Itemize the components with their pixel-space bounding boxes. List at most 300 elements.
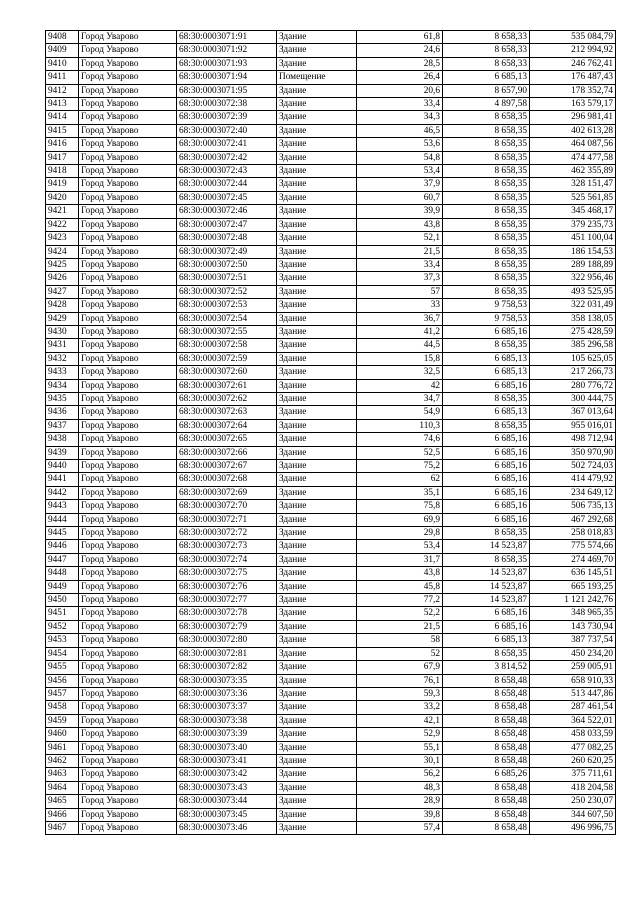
cadastral-value-cell: 143 730,94 — [530, 620, 616, 633]
cadastral-number-cell: 68:30:0003072:43 — [177, 165, 277, 178]
cadastral-value-cell: 289 188,89 — [530, 258, 616, 271]
area-cell: 52,5 — [357, 446, 443, 459]
cadastral-value-cell: 345 468,17 — [530, 205, 616, 218]
cadastral-number-cell: 68:30:0003072:77 — [177, 594, 277, 607]
specific-value-cell: 3 814,52 — [443, 661, 530, 674]
cadastral-value-cell: 322 031,49 — [530, 299, 616, 312]
object-type-cell: Здание — [277, 44, 357, 57]
area-cell: 75,2 — [357, 460, 443, 473]
object-type-cell: Здание — [277, 205, 357, 218]
locality-cell: Город Уварово — [79, 433, 177, 446]
cadastral-number-cell: 68:30:0003073:36 — [177, 687, 277, 700]
cadastral-value-cell: 513 447,86 — [530, 687, 616, 700]
area-cell: 33,4 — [357, 258, 443, 271]
area-cell: 55,1 — [357, 741, 443, 754]
specific-value-cell: 6 685,16 — [443, 486, 530, 499]
object-type-cell: Здание — [277, 661, 357, 674]
area-cell: 35,1 — [357, 486, 443, 499]
cadastral-value-table — [45, 30, 616, 835]
table-row — [46, 258, 616, 271]
specific-value-cell: 8 658,33 — [443, 44, 530, 57]
row-number-cell: 9443 — [46, 500, 79, 513]
specific-value-cell: 14 523,87 — [443, 540, 530, 553]
cadastral-value-cell: 658 910,33 — [530, 674, 616, 687]
locality-cell: Город Уварово — [79, 687, 177, 700]
area-cell: 62 — [357, 473, 443, 486]
specific-value-cell: 6 685,13 — [443, 634, 530, 647]
specific-value-cell: 8 658,35 — [443, 178, 530, 191]
row-number-cell: 9452 — [46, 620, 79, 633]
locality-cell: Город Уварово — [79, 594, 177, 607]
cadastral-number-cell: 68:30:0003072:38 — [177, 98, 277, 111]
locality-cell: Город Уварово — [79, 98, 177, 111]
cadastral-number-cell: 68:30:0003073:40 — [177, 741, 277, 754]
cadastral-number-cell: 68:30:0003072:53 — [177, 299, 277, 312]
specific-value-cell: 8 658,35 — [443, 419, 530, 432]
row-number-cell: 9459 — [46, 714, 79, 727]
cadastral-value-cell: 364 522,01 — [530, 714, 616, 727]
cadastral-value-cell: 350 970,90 — [530, 446, 616, 459]
table-row — [46, 285, 616, 298]
specific-value-cell: 14 523,87 — [443, 594, 530, 607]
locality-cell: Город Уварово — [79, 31, 177, 44]
cadastral-value-cell: 458 033,59 — [530, 728, 616, 741]
row-number-cell: 9463 — [46, 768, 79, 781]
row-number-cell: 9410 — [46, 57, 79, 70]
specific-value-cell: 8 657,90 — [443, 84, 530, 97]
cadastral-number-cell: 68:30:0003073:38 — [177, 714, 277, 727]
cadastral-number-cell: 68:30:0003072:71 — [177, 513, 277, 526]
object-type-cell: Здание — [277, 272, 357, 285]
locality-cell: Город Уварово — [79, 634, 177, 647]
table-row — [46, 325, 616, 338]
cadastral-value-cell: 477 082,25 — [530, 741, 616, 754]
area-cell: 52,1 — [357, 232, 443, 245]
area-cell: 20,6 — [357, 84, 443, 97]
row-number-cell: 9433 — [46, 366, 79, 379]
specific-value-cell: 4 897,58 — [443, 98, 530, 111]
table-row — [46, 781, 616, 794]
area-cell: 52 — [357, 647, 443, 660]
area-cell: 75,8 — [357, 500, 443, 513]
object-type-cell: Здание — [277, 312, 357, 325]
area-cell: 32,5 — [357, 366, 443, 379]
area-cell: 57 — [357, 285, 443, 298]
table-row — [46, 84, 616, 97]
table-row — [46, 111, 616, 124]
table-row — [46, 433, 616, 446]
row-number-cell: 9441 — [46, 473, 79, 486]
specific-value-cell: 8 658,35 — [443, 258, 530, 271]
table-row — [46, 607, 616, 620]
specific-value-cell: 6 685,16 — [443, 500, 530, 513]
locality-cell: Город Уварово — [79, 352, 177, 365]
cadastral-value-cell: 493 525,95 — [530, 285, 616, 298]
object-type-cell: Здание — [277, 57, 357, 70]
row-number-cell: 9425 — [46, 258, 79, 271]
object-type-cell: Здание — [277, 781, 357, 794]
cadastral-value-cell: 176 487,43 — [530, 71, 616, 84]
table-row — [46, 687, 616, 700]
row-number-cell: 9435 — [46, 392, 79, 405]
specific-value-cell: 6 685,16 — [443, 325, 530, 338]
object-type-cell: Здание — [277, 232, 357, 245]
table-row — [46, 460, 616, 473]
specific-value-cell: 8 658,48 — [443, 701, 530, 714]
row-number-cell: 9440 — [46, 460, 79, 473]
table-row — [46, 339, 616, 352]
specific-value-cell: 8 658,35 — [443, 232, 530, 245]
row-number-cell: 9448 — [46, 567, 79, 580]
specific-value-cell: 8 658,35 — [443, 205, 530, 218]
area-cell: 33,4 — [357, 98, 443, 111]
locality-cell: Город Уварово — [79, 620, 177, 633]
cadastral-value-cell: 775 574,66 — [530, 540, 616, 553]
area-cell: 33,2 — [357, 701, 443, 714]
row-number-cell: 9432 — [46, 352, 79, 365]
locality-cell: Город Уварово — [79, 272, 177, 285]
object-type-cell: Здание — [277, 741, 357, 754]
area-cell: 29,8 — [357, 527, 443, 540]
table-row — [46, 754, 616, 767]
cadastral-value-cell: 379 235,73 — [530, 218, 616, 231]
row-number-cell: 9455 — [46, 661, 79, 674]
cadastral-number-cell: 68:30:0003072:45 — [177, 191, 277, 204]
table-row — [46, 138, 616, 151]
locality-cell: Город Уварово — [79, 151, 177, 164]
locality-cell: Город Уварово — [79, 205, 177, 218]
table-row — [46, 57, 616, 70]
locality-cell: Город Уварово — [79, 540, 177, 553]
cadastral-number-cell: 68:30:0003072:75 — [177, 567, 277, 580]
area-cell: 37,9 — [357, 178, 443, 191]
row-number-cell: 9424 — [46, 245, 79, 258]
table-row — [46, 500, 616, 513]
cadastral-number-cell: 68:30:0003072:41 — [177, 138, 277, 151]
object-type-cell: Здание — [277, 594, 357, 607]
object-type-cell: Здание — [277, 392, 357, 405]
area-cell: 26,4 — [357, 71, 443, 84]
cadastral-number-cell: 68:30:0003073:45 — [177, 808, 277, 821]
row-number-cell: 9423 — [46, 232, 79, 245]
specific-value-cell: 8 658,48 — [443, 714, 530, 727]
specific-value-cell: 8 658,48 — [443, 781, 530, 794]
cadastral-value-cell: 328 151,47 — [530, 178, 616, 191]
row-number-cell: 9442 — [46, 486, 79, 499]
cadastral-number-cell: 68:30:0003072:68 — [177, 473, 277, 486]
object-type-cell: Здание — [277, 446, 357, 459]
cadastral-number-cell: 68:30:0003072:72 — [177, 527, 277, 540]
cadastral-number-cell: 68:30:0003072:67 — [177, 460, 277, 473]
table-row — [46, 151, 616, 164]
specific-value-cell: 9 758,53 — [443, 299, 530, 312]
specific-value-cell: 8 658,33 — [443, 31, 530, 44]
row-number-cell: 9428 — [46, 299, 79, 312]
table-row — [46, 741, 616, 754]
specific-value-cell: 6 685,16 — [443, 460, 530, 473]
table-row — [46, 634, 616, 647]
area-cell: 56,2 — [357, 768, 443, 781]
locality-cell: Город Уварово — [79, 258, 177, 271]
object-type-cell: Здание — [277, 325, 357, 338]
area-cell: 45,8 — [357, 580, 443, 593]
row-number-cell: 9414 — [46, 111, 79, 124]
row-number-cell: 9436 — [46, 406, 79, 419]
row-number-cell: 9408 — [46, 31, 79, 44]
object-type-cell: Здание — [277, 500, 357, 513]
locality-cell: Город Уварово — [79, 473, 177, 486]
object-type-cell: Здание — [277, 540, 357, 553]
cadastral-value-cell: 665 193,25 — [530, 580, 616, 593]
table-row — [46, 406, 616, 419]
cadastral-number-cell: 68:30:0003072:52 — [177, 285, 277, 298]
area-cell: 48,3 — [357, 781, 443, 794]
cadastral-value-cell: 1 121 242,76 — [530, 594, 616, 607]
area-cell: 54,8 — [357, 151, 443, 164]
row-number-cell: 9413 — [46, 98, 79, 111]
area-cell: 69,9 — [357, 513, 443, 526]
row-number-cell: 9449 — [46, 580, 79, 593]
cadastral-number-cell: 68:30:0003072:80 — [177, 634, 277, 647]
cadastral-number-cell: 68:30:0003072:70 — [177, 500, 277, 513]
cadastral-value-cell: 502 724,03 — [530, 460, 616, 473]
row-number-cell: 9444 — [46, 513, 79, 526]
area-cell: 57,4 — [357, 821, 443, 834]
object-type-cell: Здание — [277, 299, 357, 312]
cadastral-value-cell: 358 138,05 — [530, 312, 616, 325]
locality-cell: Город Уварово — [79, 325, 177, 338]
cadastral-value-cell: 498 712,94 — [530, 433, 616, 446]
table-row — [46, 594, 616, 607]
cadastral-number-cell: 68:30:0003072:79 — [177, 620, 277, 633]
specific-value-cell: 6 685,13 — [443, 71, 530, 84]
row-number-cell: 9447 — [46, 553, 79, 566]
cadastral-number-cell: 68:30:0003072:74 — [177, 553, 277, 566]
locality-cell: Город Уварово — [79, 138, 177, 151]
row-number-cell: 9426 — [46, 272, 79, 285]
table-row — [46, 191, 616, 204]
locality-cell: Город Уварово — [79, 460, 177, 473]
object-type-cell: Здание — [277, 245, 357, 258]
locality-cell: Город Уварово — [79, 124, 177, 137]
row-number-cell: 9466 — [46, 808, 79, 821]
area-cell: 21,5 — [357, 620, 443, 633]
locality-cell: Город Уварово — [79, 366, 177, 379]
row-number-cell: 9427 — [46, 285, 79, 298]
row-number-cell: 9420 — [46, 191, 79, 204]
cadastral-value-cell: 274 469,70 — [530, 553, 616, 566]
cadastral-value-cell: 367 013,64 — [530, 406, 616, 419]
area-cell: 34,7 — [357, 392, 443, 405]
object-type-cell: Здание — [277, 339, 357, 352]
specific-value-cell: 8 658,35 — [443, 527, 530, 540]
table-row — [46, 728, 616, 741]
cadastral-number-cell: 68:30:0003072:64 — [177, 419, 277, 432]
cadastral-number-cell: 68:30:0003072:62 — [177, 392, 277, 405]
cadastral-value-cell: 375 711,61 — [530, 768, 616, 781]
specific-value-cell: 9 758,53 — [443, 312, 530, 325]
cadastral-number-cell: 68:30:0003071:91 — [177, 31, 277, 44]
area-cell: 54,9 — [357, 406, 443, 419]
locality-cell: Город Уварово — [79, 714, 177, 727]
object-type-cell: Здание — [277, 634, 357, 647]
area-cell: 31,7 — [357, 553, 443, 566]
area-cell: 39,8 — [357, 808, 443, 821]
object-type-cell: Здание — [277, 285, 357, 298]
row-number-cell: 9461 — [46, 741, 79, 754]
object-type-cell: Здание — [277, 607, 357, 620]
cadastral-number-cell: 68:30:0003072:55 — [177, 325, 277, 338]
table-row — [46, 808, 616, 821]
cadastral-number-cell: 68:30:0003073:41 — [177, 754, 277, 767]
area-cell: 52,2 — [357, 607, 443, 620]
specific-value-cell: 8 658,35 — [443, 553, 530, 566]
table-row — [46, 44, 616, 57]
object-type-cell: Здание — [277, 151, 357, 164]
specific-value-cell: 8 658,48 — [443, 674, 530, 687]
cadastral-number-cell: 68:30:0003072:63 — [177, 406, 277, 419]
table-row — [46, 98, 616, 111]
object-type-cell: Здание — [277, 768, 357, 781]
table-row — [46, 419, 616, 432]
cadastral-number-cell: 68:30:0003073:44 — [177, 795, 277, 808]
table-row — [46, 272, 616, 285]
specific-value-cell: 8 658,35 — [443, 138, 530, 151]
locality-cell: Город Уварово — [79, 339, 177, 352]
locality-cell: Город Уварово — [79, 674, 177, 687]
cadastral-number-cell: 68:30:0003072:54 — [177, 312, 277, 325]
table-row — [46, 124, 616, 137]
cadastral-value-cell: 467 292,68 — [530, 513, 616, 526]
table-row — [46, 527, 616, 540]
cadastral-value-cell: 246 762,41 — [530, 57, 616, 70]
area-cell: 58 — [357, 634, 443, 647]
object-type-cell: Здание — [277, 124, 357, 137]
locality-cell: Город Уварово — [79, 419, 177, 432]
cadastral-value-cell: 636 145,51 — [530, 567, 616, 580]
locality-cell: Город Уварово — [79, 178, 177, 191]
locality-cell: Город Уварово — [79, 754, 177, 767]
specific-value-cell: 8 658,35 — [443, 111, 530, 124]
specific-value-cell: 8 658,48 — [443, 741, 530, 754]
area-cell: 61,8 — [357, 31, 443, 44]
specific-value-cell: 6 685,13 — [443, 366, 530, 379]
locality-cell: Город Уварово — [79, 553, 177, 566]
object-type-cell: Здание — [277, 218, 357, 231]
object-type-cell: Здание — [277, 191, 357, 204]
specific-value-cell: 8 658,48 — [443, 808, 530, 821]
cadastral-number-cell: 68:30:0003072:47 — [177, 218, 277, 231]
cadastral-number-cell: 68:30:0003072:42 — [177, 151, 277, 164]
object-type-cell: Здание — [277, 165, 357, 178]
table-row — [46, 795, 616, 808]
specific-value-cell: 8 658,48 — [443, 795, 530, 808]
object-type-cell: Здание — [277, 31, 357, 44]
cadastral-value-cell: 234 649,12 — [530, 486, 616, 499]
cadastral-value-cell: 506 735,13 — [530, 500, 616, 513]
row-number-cell: 9451 — [46, 607, 79, 620]
cadastral-number-cell: 68:30:0003072:60 — [177, 366, 277, 379]
row-number-cell: 9415 — [46, 124, 79, 137]
cadastral-number-cell: 68:30:0003072:81 — [177, 647, 277, 660]
specific-value-cell: 8 658,35 — [443, 245, 530, 258]
locality-cell: Город Уварово — [79, 285, 177, 298]
specific-value-cell: 14 523,87 — [443, 580, 530, 593]
object-type-cell: Здание — [277, 419, 357, 432]
area-cell: 30,1 — [357, 754, 443, 767]
table-row — [46, 661, 616, 674]
cadastral-value-cell: 296 981,41 — [530, 111, 616, 124]
cadastral-number-cell: 68:30:0003073:37 — [177, 701, 277, 714]
area-cell: 37,3 — [357, 272, 443, 285]
cadastral-number-cell: 68:30:0003072:65 — [177, 433, 277, 446]
specific-value-cell: 14 523,87 — [443, 567, 530, 580]
table-row — [46, 714, 616, 727]
cadastral-number-cell: 68:30:0003073:43 — [177, 781, 277, 794]
cadastral-number-cell: 68:30:0003073:42 — [177, 768, 277, 781]
object-type-cell: Здание — [277, 406, 357, 419]
specific-value-cell: 6 685,26 — [443, 768, 530, 781]
cadastral-value-cell: 287 461,54 — [530, 701, 616, 714]
area-cell: 42 — [357, 379, 443, 392]
locality-cell: Город Уварово — [79, 768, 177, 781]
object-type-cell: Здание — [277, 714, 357, 727]
object-type-cell: Здание — [277, 795, 357, 808]
cadastral-number-cell: 68:30:0003072:51 — [177, 272, 277, 285]
cadastral-value-cell: 451 100,04 — [530, 232, 616, 245]
cadastral-value-cell: 250 230,07 — [530, 795, 616, 808]
table-row — [46, 312, 616, 325]
object-type-cell: Здание — [277, 460, 357, 473]
object-type-cell: Здание — [277, 473, 357, 486]
table-row — [46, 232, 616, 245]
cadastral-value-cell: 418 204,58 — [530, 781, 616, 794]
locality-cell: Город Уварово — [79, 446, 177, 459]
table-row — [46, 71, 616, 84]
area-cell: 53,4 — [357, 540, 443, 553]
area-cell: 44,5 — [357, 339, 443, 352]
table-row — [46, 486, 616, 499]
cadastral-number-cell: 68:30:0003073:46 — [177, 821, 277, 834]
locality-cell: Город Уварово — [79, 580, 177, 593]
area-cell: 33 — [357, 299, 443, 312]
specific-value-cell: 6 685,16 — [443, 446, 530, 459]
object-type-cell: Здание — [277, 513, 357, 526]
row-number-cell: 9418 — [46, 165, 79, 178]
table-row — [46, 299, 616, 312]
locality-cell: Город Уварово — [79, 84, 177, 97]
locality-cell: Город Уварово — [79, 513, 177, 526]
cadastral-number-cell: 68:30:0003072:61 — [177, 379, 277, 392]
object-type-cell: Здание — [277, 647, 357, 660]
locality-cell: Город Уварово — [79, 500, 177, 513]
row-number-cell: 9453 — [46, 634, 79, 647]
cadastral-value-cell: 105 625,05 — [530, 352, 616, 365]
row-number-cell: 9412 — [46, 84, 79, 97]
table-row — [46, 540, 616, 553]
locality-cell: Город Уварово — [79, 218, 177, 231]
locality-cell: Город Уварово — [79, 647, 177, 660]
cadastral-number-cell: 68:30:0003072:49 — [177, 245, 277, 258]
row-number-cell: 9458 — [46, 701, 79, 714]
row-number-cell: 9445 — [46, 527, 79, 540]
cadastral-value-cell: 474 477,58 — [530, 151, 616, 164]
cadastral-value-cell: 259 005,91 — [530, 661, 616, 674]
area-cell: 28,5 — [357, 57, 443, 70]
object-type-cell: Здание — [277, 527, 357, 540]
table-row — [46, 821, 616, 834]
area-cell: 77,2 — [357, 594, 443, 607]
